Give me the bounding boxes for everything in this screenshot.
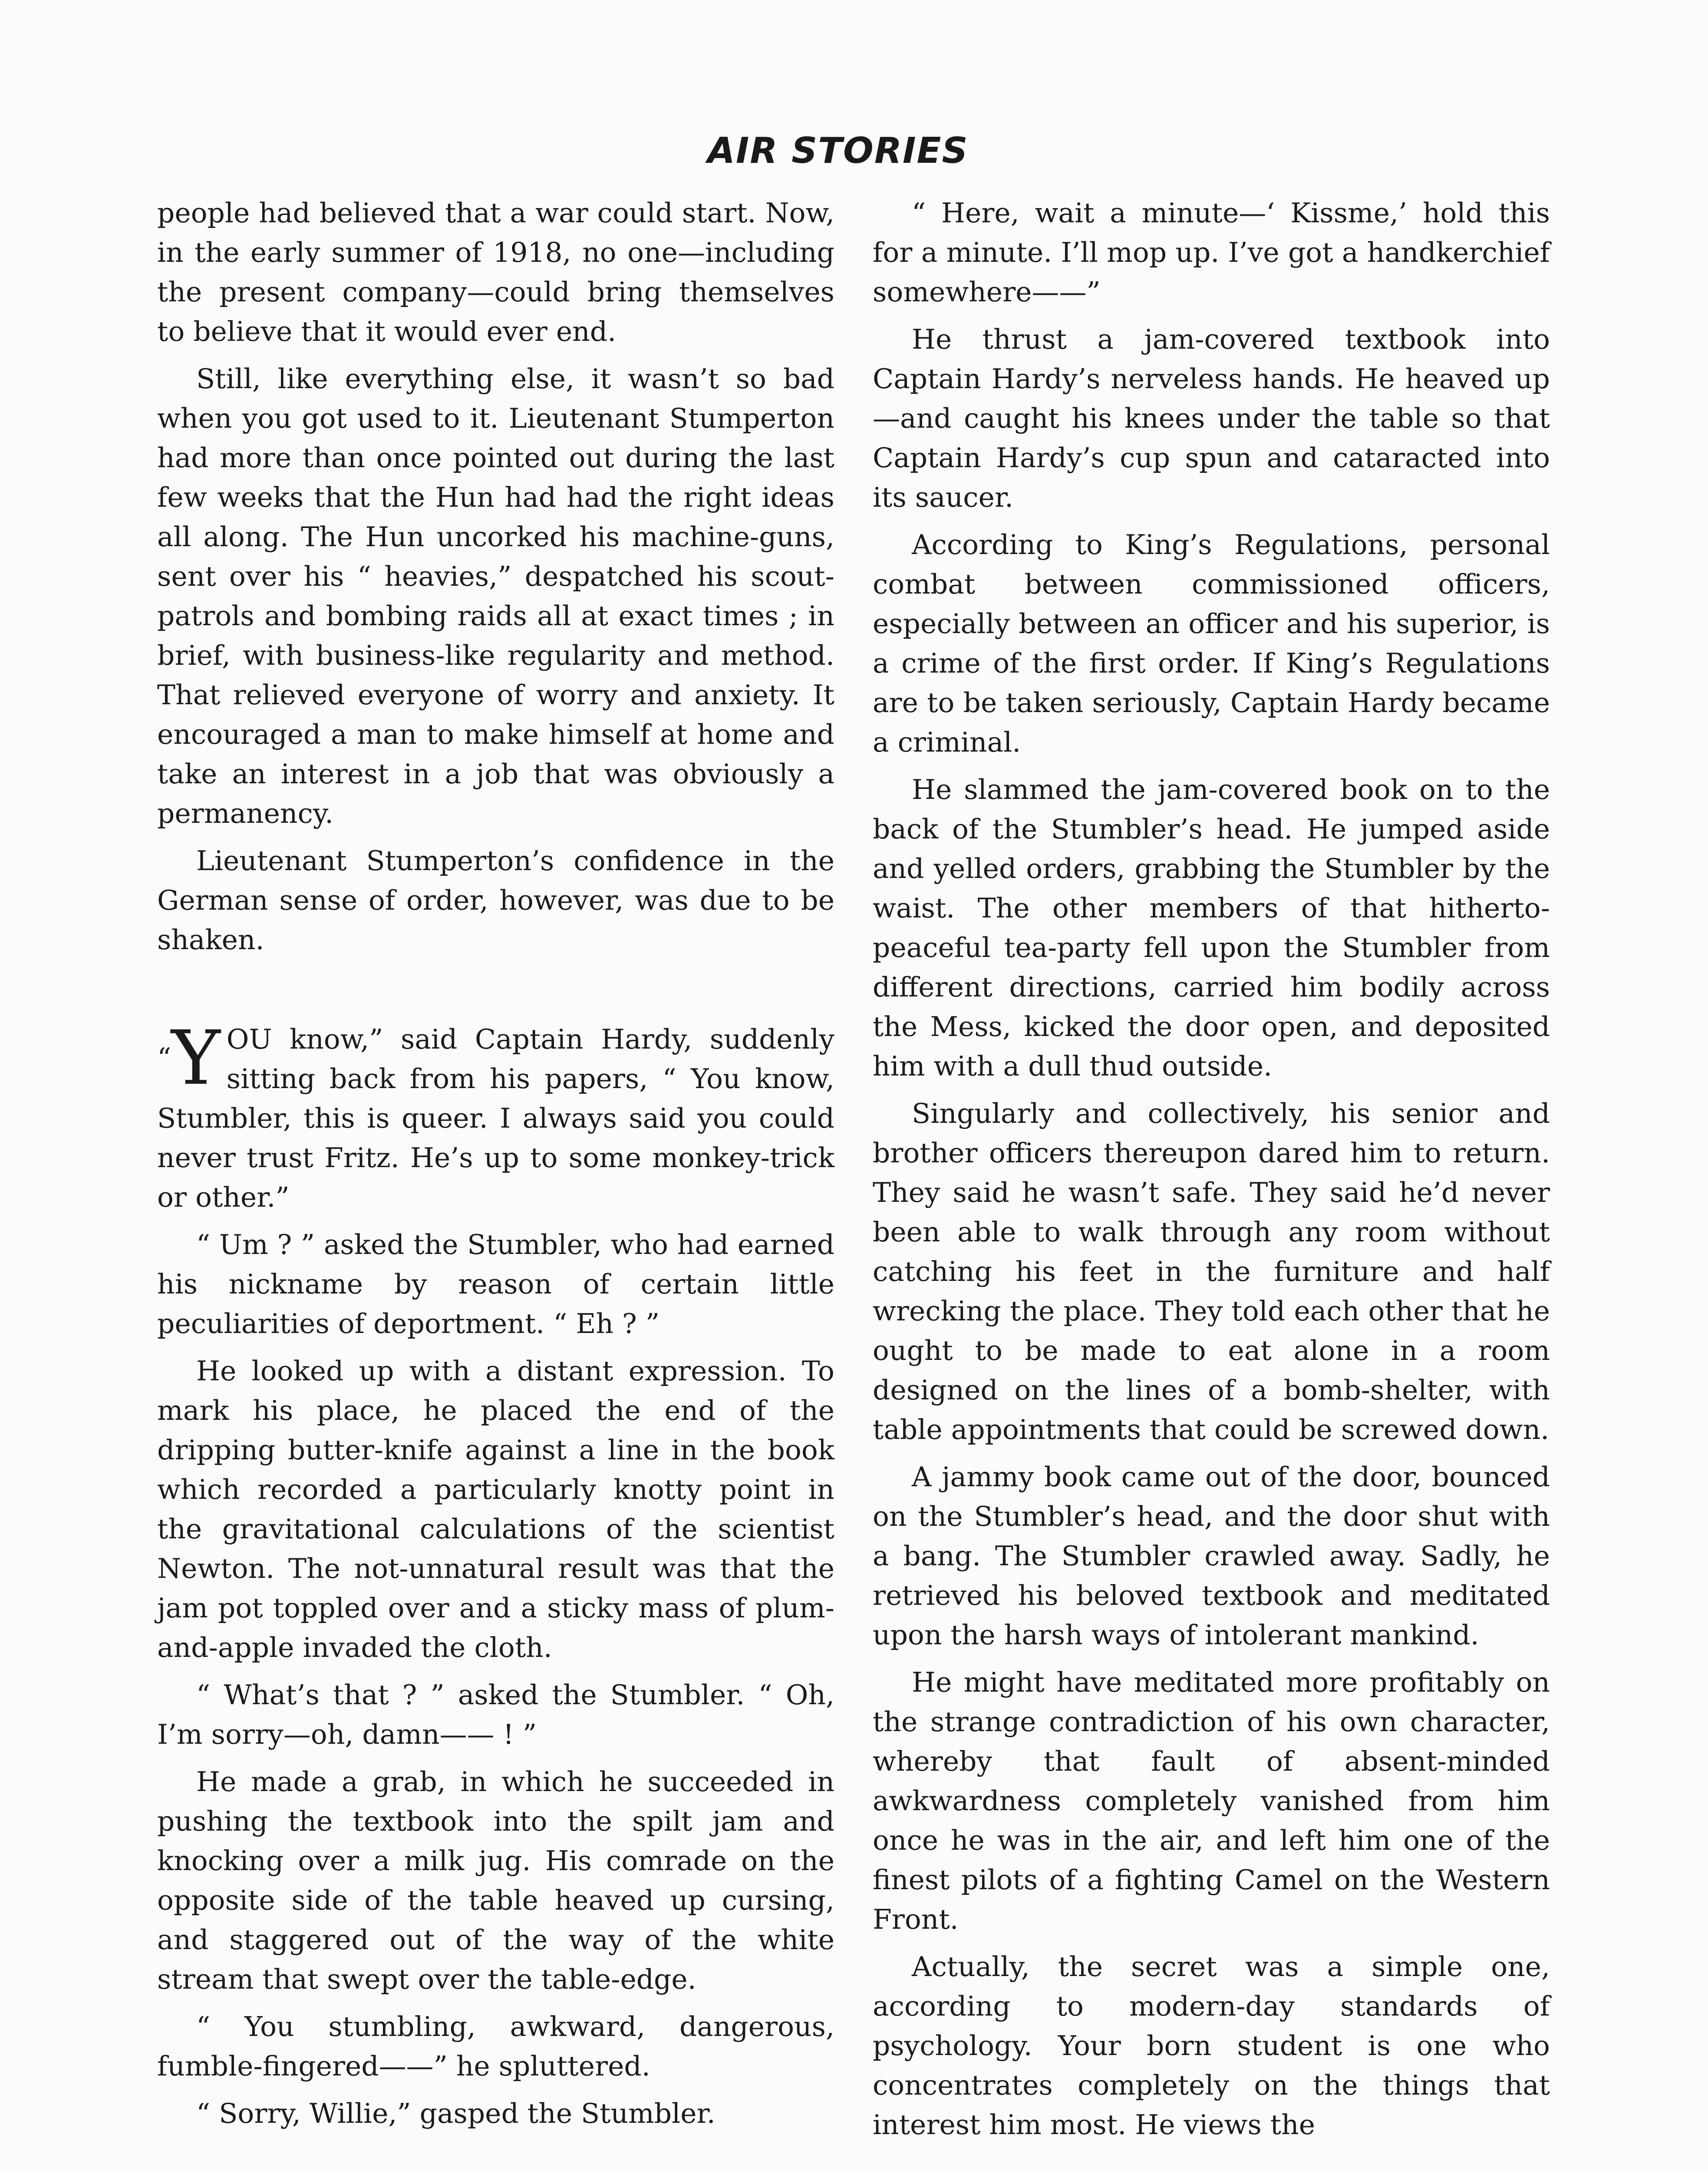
paragraph: He thrust a jam-covered textbook into Captain Hardy’s nerveless hands. He heaved up—and caught his knees under the table so that Captain Hardy’s cup spun and cataracted into its saucer. (873, 323, 1550, 513)
paragraph: He made a grab, in which he succeeded in pushing the textbook into the spilt jam and knocking over a milk jug. His comrade on the opposite side of the table heaved up cursing, and staggered out of the way of the white stream that swept over the table-edge. (157, 1766, 834, 1995)
paragraph: A jammy book came out of the door, bounced on the Stumbler’s head, and the door shut with a bang. The Stumbler crawled away. Sadly, he retrieved his beloved textbook and meditated upon the harsh ways of intolerant mankind. (873, 1461, 1550, 1651)
section-first-text: OU know,” said Captain Hardy, suddenly sitting back from his papers, “ You know, Stumbler, this is queer. I always said you could never trust Fritz. He’s up to some monkey-trick or other.” (157, 1023, 834, 1213)
paragraph: According to King’s Regulations, personal combat between commissioned officers, especially between an officer and his superior, is a crime of the first order. If King’s Regulations are to be taken seriously, Captain Hardy became a criminal. (873, 529, 1550, 758)
paragraph: people had believed that a war could start. Now, in the early summer of 1918, no one—including the present company—could bring themselves to believe that it would ever end. (157, 197, 834, 347)
paragraph: “ You stumbling, awkward, dangerous, fumble-fingered——” he spluttered. (157, 2011, 834, 2082)
paragraph: Lieutenant Stumperton’s confidence in the German sense of order, however, was due to be shaken. (157, 845, 834, 956)
right-column (873, 193, 1550, 2171)
left-column (157, 193, 834, 2171)
paragraph: Singularly and collectively, his senior and brother officers thereupon dared him to return. They said he wasn’t safe. They said he’d never been able to walk through any room without catching his feet in the furniture and half wrecking the place. They told each other that he ought to be made to eat alone in a room designed on the lines of a bomb-shelter, with table appointments that could be screwed down. (873, 1098, 1550, 1445)
drop-cap-quote: “ (157, 1042, 171, 1074)
section-opening-paragraph (157, 1014, 834, 1217)
paragraph: “ Here, wait a minute—‘ Kissme,’ hold this for a minute. I’ll mop up. I’ve got a handkerchief somewhere——” (873, 197, 1550, 308)
drop-cap-letter: Y (171, 1014, 221, 1102)
paragraph: Still, like everything else, it wasn’t so bad when you got used to it. Lieutenant Stumperton had more than once pointed out during the last few weeks that the Hun had had the right ideas all along. The Hun uncorked his machine-guns, sent over his “ heavies,” despatched his scout-patrols and bombing raids all at exact times ; in brief, with business-like regularity and method. That relieved everyone of worry and anxiety. It encouraged a man to make himself at home and take an interest in a job that was obviously a permanency. (157, 363, 834, 829)
paragraph: “ What’s that ? ” asked the Stumbler. “ Oh, I’m sorry—oh, damn—— ! ” (157, 1679, 834, 1750)
paragraph: “ Sorry, Willie,” gasped the Stumbler. (196, 2098, 716, 2129)
paragraph: He slammed the jam-covered book on to the back of the Stumbler’s head. He jumped aside and yelled orders, grabbing the Stumbler by the waist. The other members of that hitherto-peaceful tea-party fell upon the Stumbler from different directions, carried him bodily across the Mess, kicked the door open, and deposited him with a dull thud outside. (873, 774, 1550, 1082)
paragraph: He might have meditated more profitably on the strange contradiction of his own character, whereby that fault of absent-minded awkwardness completely vanished from him once he was in the air, and left him one of the finest pilots of a fighting Camel on the Western Front. (873, 1666, 1550, 1935)
paragraph: Actually, the secret was a simple one, according to modern-day standards of psychology. Your born student is one who concentrates completely on the things that interest him most. He views the (873, 1951, 1550, 2141)
paragraph: He looked up with a distant expression. To mark his place, he placed the end of the dripping butter-knife against a line in the book which recorded a particularly knotty point in the gravitational calculations of the scientist Newton. The not-unnatural result was that the jam pot toppled over and a sticky mass of plum-and-apple invaded the cloth. (157, 1355, 834, 1663)
drop-cap (157, 1014, 221, 1102)
running-header: AIR STORIES (707, 130, 969, 172)
paragraph: “ Um ? ” asked the Stumbler, who had earned his nickname by reason of certain little peculiarities of deportment. “ Eh ? ” (157, 1229, 834, 1340)
